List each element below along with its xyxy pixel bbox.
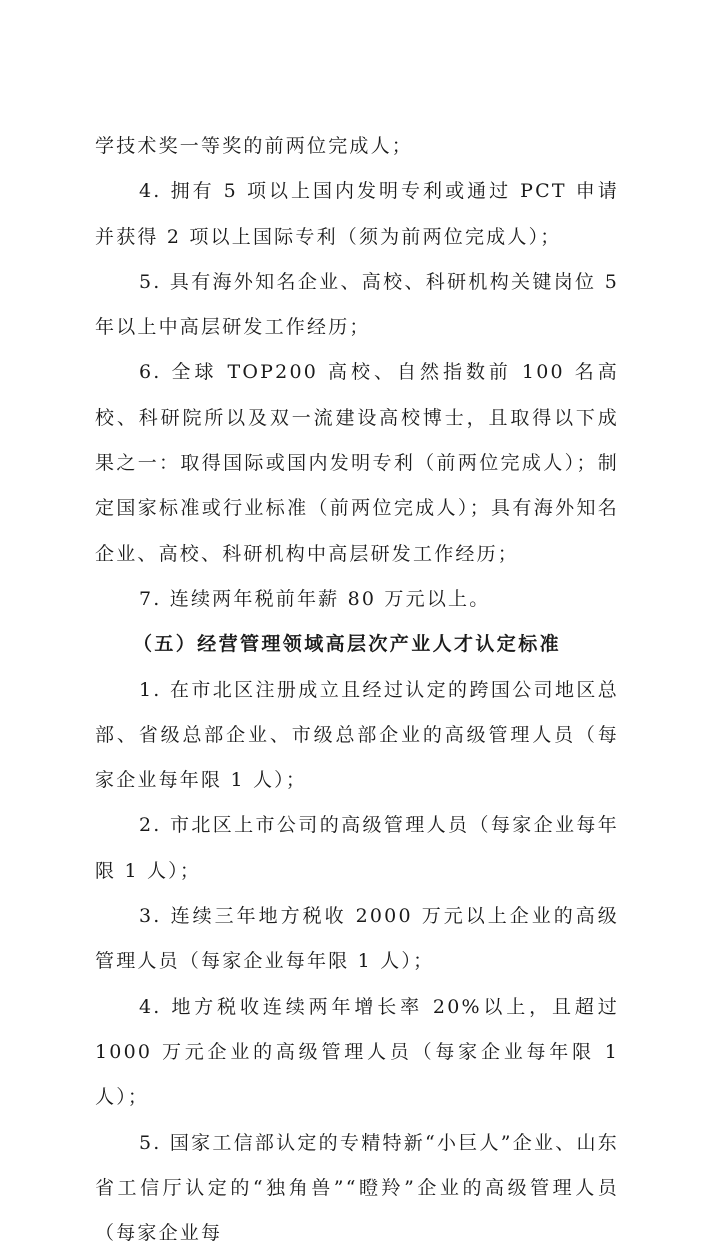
- paragraph-continuation: 学技术奖一等奖的前两位完成人；: [95, 135, 414, 157]
- list-item-salary: 7. 连续两年税前年薪 80 万元以上。: [139, 587, 491, 610]
- document-body: [95, 124, 619, 1256]
- list-item-listed-company: 2. 市北区上市公司的高级管理人员（每家企业每年限 1 人）；: [95, 814, 619, 882]
- list-item-specialized-enterprises: 5. 国家工信部认定的专精特新“小巨人”企业、山东省工信厅认定的“独角兽”“瞪羚”企业的高级管理人员（每家企业每: [95, 1131, 619, 1245]
- list-item-overseas-experience: 5. 具有海外知名企业、高校、科研机构关键岗位 5 年以上中高层研发工作经历；: [95, 270, 619, 339]
- list-item-tax-2000: 3. 连续三年地方税收 2000 万元以上企业的高级管理人员（每家企业每年限 1 人）；: [95, 905, 619, 973]
- section-heading: （五）经营管理领域高层次产业人才认定标准: [133, 633, 562, 656]
- list-item-patents: 4. 拥有 5 项以上国内发明专利或通过 PCT 申请并获得 2 项以上国际专利（须为前两位完成人）；: [95, 180, 619, 248]
- list-item-tax-growth: 4. 地方税收连续两年增长率 20%以上，且超过 1000 万元企业的高级管理人员（每家企业每年限 1 人）；: [95, 995, 619, 1109]
- list-item-headquarters: 1. 在市北区注册成立且经过认定的跨国公司地区总部、省级总部企业、市级总部企业的高级管理人员（每家企业每年限 1 人）；: [95, 678, 619, 792]
- list-item-phd-criteria: 6. 全球 TOP200 高校、自然指数前 100 名高校、科研院所以及双一流建设高校博士，且取得以下成果之一：取得国际或国内发明专利（前两位完成人）；制定国家标准或行业标准（前两位完成人）；具有海外知名企业、高校、科研机构中高层研发工作经历；: [95, 361, 619, 565]
